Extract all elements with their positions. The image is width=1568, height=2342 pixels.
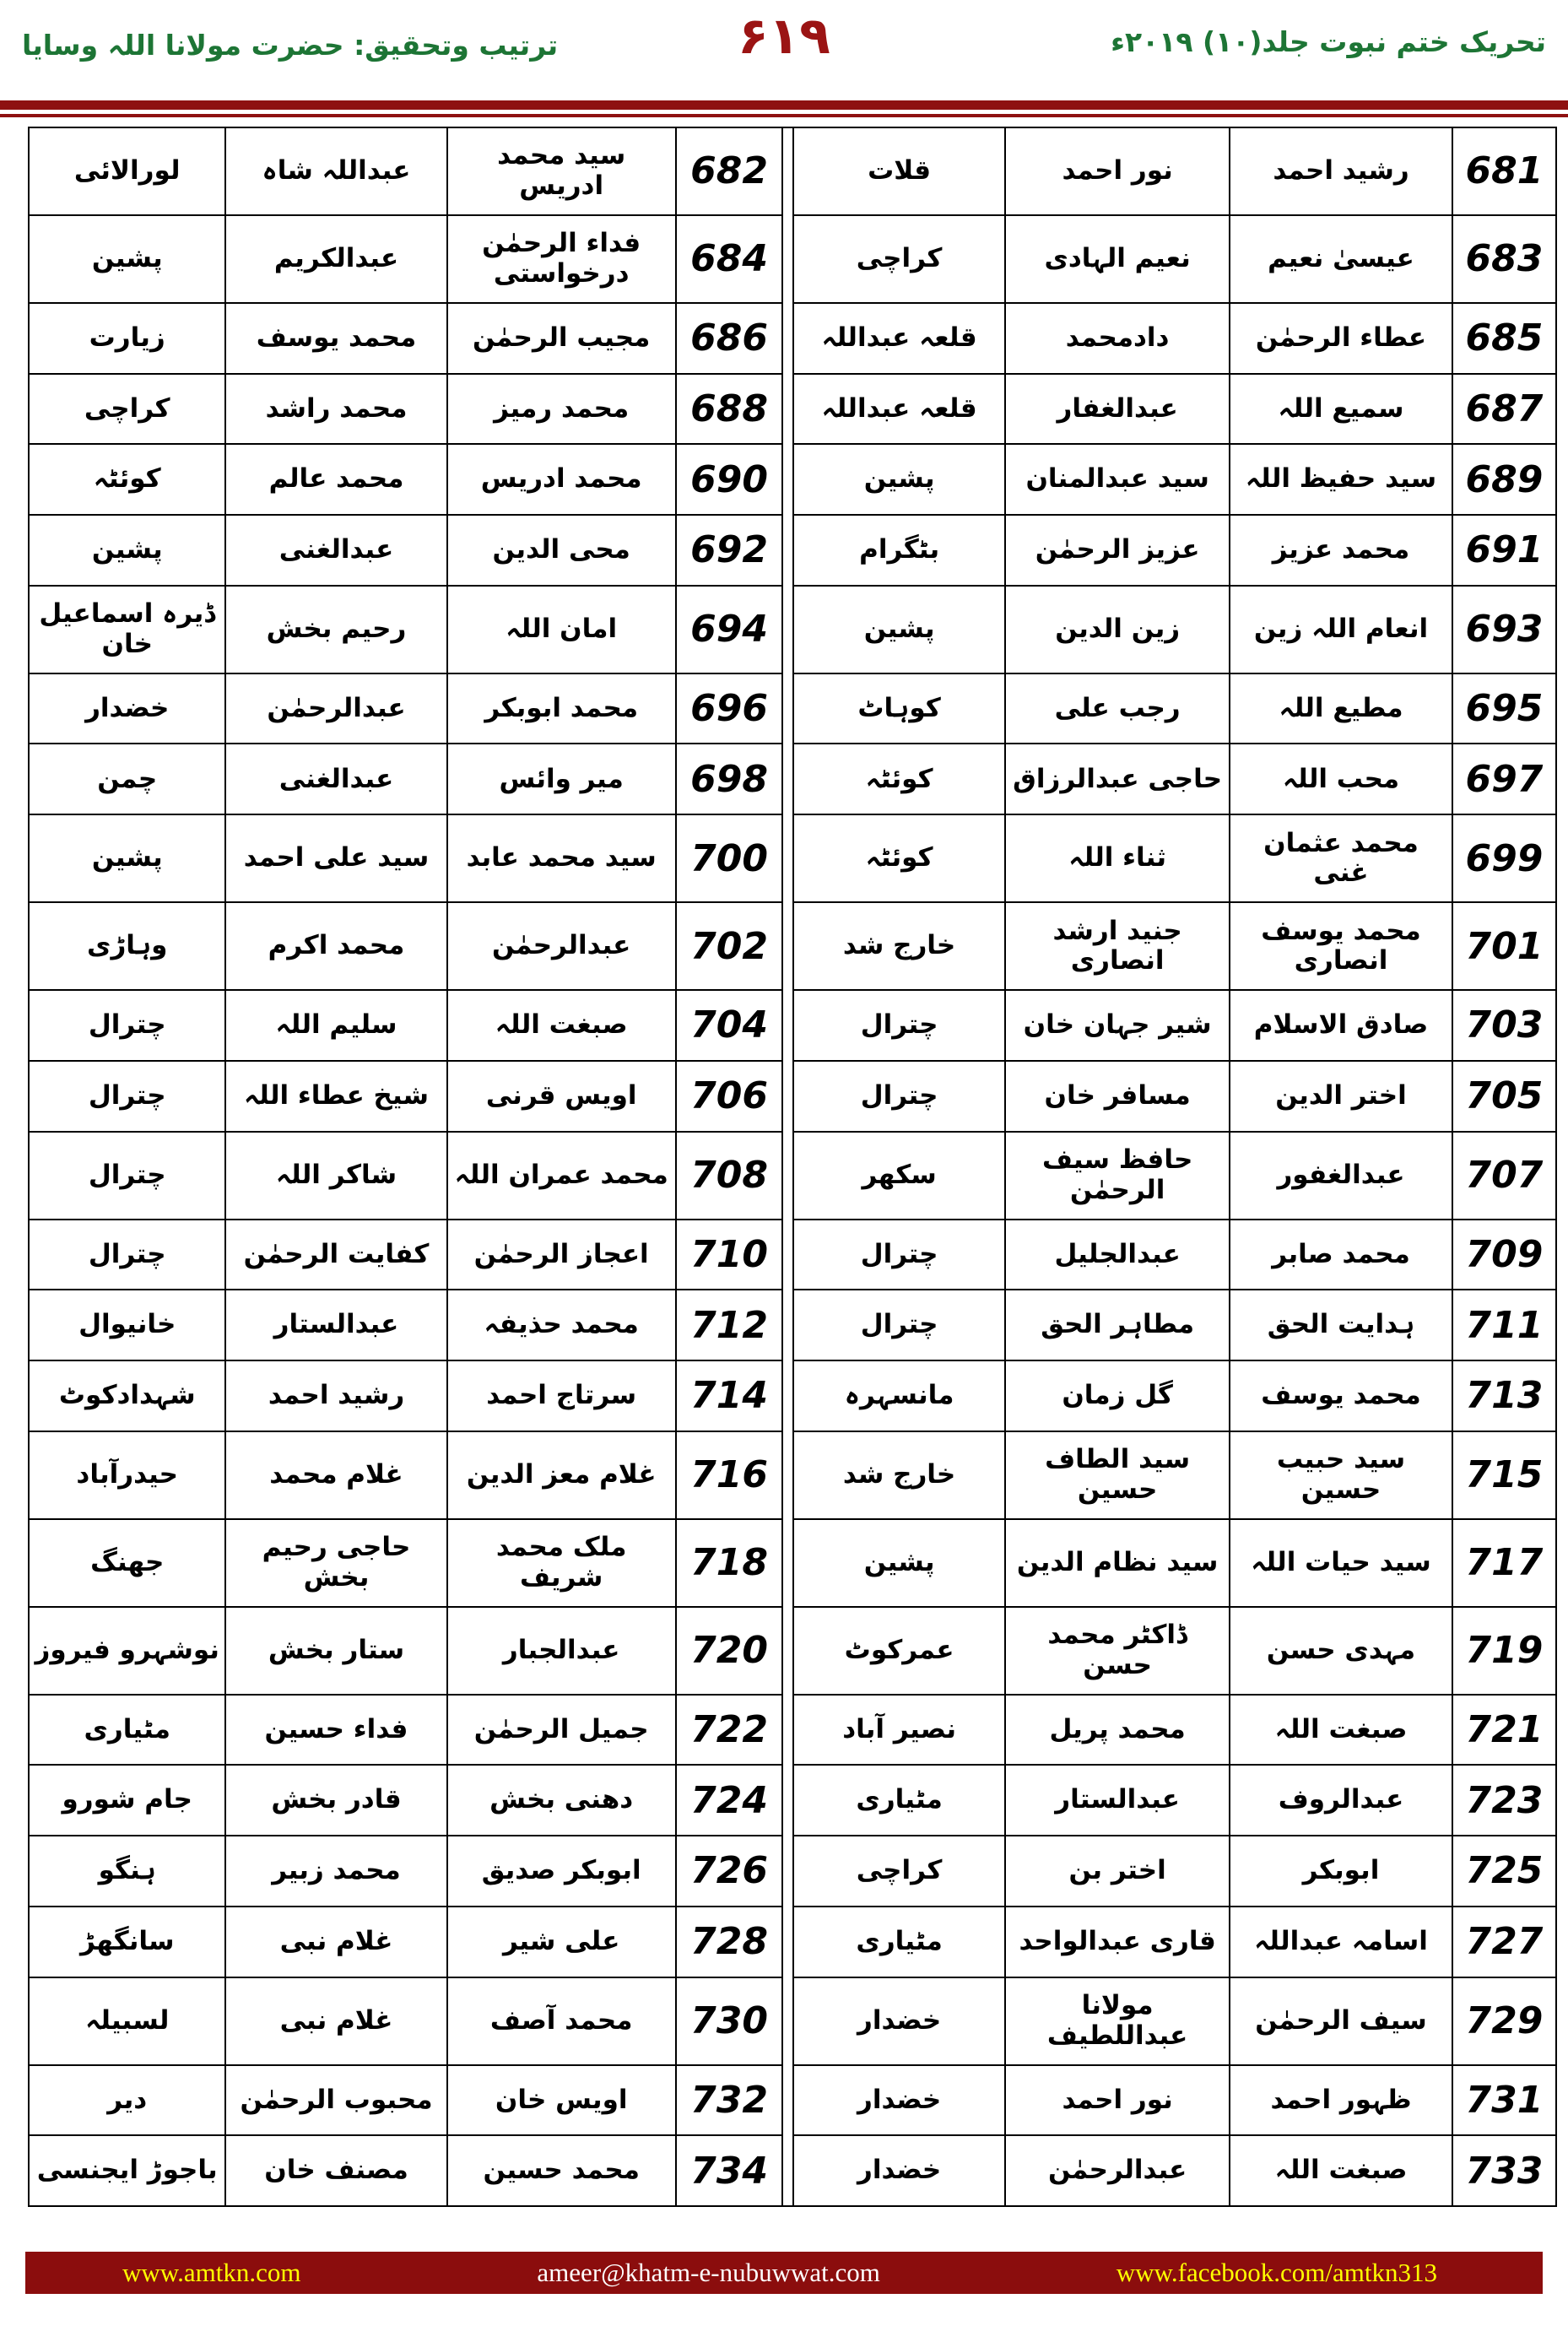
cell-name: محمد ادریس (446, 443, 675, 514)
cell-father-name: گل زمان (1004, 1360, 1229, 1431)
cell-name: صبغت اللہ (1229, 2134, 1452, 2205)
page-number: ۶۱۹ (738, 7, 830, 66)
cell-number: 727 (1452, 1906, 1555, 1977)
cell-father-name: محمد یوسف (224, 302, 446, 373)
cell-father-name: جنید ارشد انصاری (1004, 901, 1229, 989)
cell-name: مجیب الرحمٰن (446, 302, 675, 373)
cell-name: مہدی حسن (1229, 1606, 1452, 1694)
cell-name: ظہور احمد (1229, 2064, 1452, 2135)
cell-father-name: نور احمد (1004, 128, 1229, 214)
cell-father-name: عبدالجلیل (1004, 1219, 1229, 1290)
cell-number: 686 (675, 302, 782, 373)
cell-city: کراچی (30, 373, 224, 444)
cell-father-name: حاجی رحیم بخش (224, 1518, 446, 1606)
cell-number: 723 (1452, 1764, 1555, 1835)
cell-father-name: نور احمد (1004, 2064, 1229, 2135)
cell-number: 684 (675, 214, 782, 302)
cell-father-name: شیر جہان خان (1004, 989, 1229, 1060)
cell-city: نصیر آباد (792, 1694, 1004, 1765)
cell-father-name: محمد راشد (224, 373, 446, 444)
cell-father-name: عبدالرحمٰن (1004, 2134, 1229, 2205)
footer-bar (25, 2252, 1543, 2294)
cell-father-name: محمد پریل (1004, 1694, 1229, 1765)
cell-name: اسامہ عبداللہ (1229, 1906, 1452, 1977)
cell-city: شہدادکوٹ (30, 1360, 224, 1431)
cell-name: ابوبکر (1229, 1835, 1452, 1906)
cell-name: محمد آصف (446, 1977, 675, 2064)
cell-father-name: شاکر اللہ (224, 1131, 446, 1219)
cell-name: جمیل الرحمٰن (446, 1694, 675, 1765)
cell-number: 720 (675, 1606, 782, 1694)
cell-name: محمد یوسف انصاری (1229, 901, 1452, 989)
cell-city: حیدرآباد (30, 1431, 224, 1518)
cell-father-name: سید علی احمد (224, 814, 446, 901)
cell-father-name: رجب علی (1004, 673, 1229, 744)
cell-number: 716 (675, 1431, 782, 1518)
cell-city: خضدار (792, 1977, 1004, 2064)
cell-name: محمد حذیفہ (446, 1289, 675, 1360)
cell-number: 705 (1452, 1060, 1555, 1131)
cell-number: 721 (1452, 1694, 1555, 1765)
cell-father-name: کفایت الرحمٰن (224, 1219, 446, 1290)
cell-city: پشین (30, 814, 224, 901)
cell-name: ملک محمد شریف (446, 1518, 675, 1606)
cell-number: 704 (675, 989, 782, 1060)
cell-number: 715 (1452, 1431, 1555, 1518)
cell-father-name: عبدالغنی (224, 743, 446, 814)
cell-name: سمیع اللہ (1229, 373, 1452, 444)
cell-number: 707 (1452, 1131, 1555, 1219)
cell-father-name: قاری عبدالواحد (1004, 1906, 1229, 1977)
cell-name: سید حفیظ اللہ (1229, 443, 1452, 514)
cell-number: 703 (1452, 989, 1555, 1060)
cell-father-name: مصنف خان (224, 2134, 446, 2205)
cell-name: محمد حسین (446, 2134, 675, 2205)
cell-number: 701 (1452, 901, 1555, 989)
cell-city: زیارت (30, 302, 224, 373)
cell-father-name: عبدالغنی (224, 514, 446, 585)
header-rule-thin (0, 114, 1568, 117)
cell-number: 718 (675, 1518, 782, 1606)
cell-city: چترال (792, 989, 1004, 1060)
cell-number: 711 (1452, 1289, 1555, 1360)
cell-number: 708 (675, 1131, 782, 1219)
cell-city: باجوڑ ایجنسی (30, 2134, 224, 2205)
cell-name: ہدایت الحق (1229, 1289, 1452, 1360)
cell-city: پشین (792, 1518, 1004, 1606)
cell-city: کوئٹہ (792, 743, 1004, 814)
cell-name: سرتاج احمد (446, 1360, 675, 1431)
cell-number: 698 (675, 743, 782, 814)
cell-number: 714 (675, 1360, 782, 1431)
cell-city: چترال (792, 1219, 1004, 1290)
cell-number: 688 (675, 373, 782, 444)
cell-city: مٹیاری (30, 1694, 224, 1765)
cell-name: محمد یوسف (1229, 1360, 1452, 1431)
cell-city: عمرکوٹ (792, 1606, 1004, 1694)
cell-number: 702 (675, 901, 782, 989)
cell-city: خانیوال (30, 1289, 224, 1360)
cell-name: محب اللہ (1229, 743, 1452, 814)
cell-name: ابوبکر صدیق (446, 1835, 675, 1906)
cell-city: خضدار (30, 673, 224, 744)
cell-father-name: مطاہر الحق (1004, 1289, 1229, 1360)
cell-number: 730 (675, 1977, 782, 2064)
cell-father-name: قادر بخش (224, 1764, 446, 1835)
cell-father-name: حافظ سیف الرحمٰن (1004, 1131, 1229, 1219)
cell-father-name: ثناء اللہ (1004, 814, 1229, 901)
cell-city: کراچی (792, 1835, 1004, 1906)
cell-number: 709 (1452, 1219, 1555, 1290)
cell-father-name: سید عبدالمنان (1004, 443, 1229, 514)
cell-father-name: عبدالستار (224, 1289, 446, 1360)
cell-city: جام شورو (30, 1764, 224, 1835)
cell-name: محمد عثمان غنی (1229, 814, 1452, 901)
cell-city: ہنگو (30, 1835, 224, 1906)
cell-name: عبدالجبار (446, 1606, 675, 1694)
cell-name: عیسیٰ نعیم (1229, 214, 1452, 302)
cell-name: صبغت اللہ (1229, 1694, 1452, 1765)
cell-number: 696 (675, 673, 782, 744)
cell-father-name: دادمحمد (1004, 302, 1229, 373)
cell-city: چترال (30, 1131, 224, 1219)
cell-father-name: سید نظام الدین (1004, 1518, 1229, 1606)
cell-father-name: عبداللہ شاہ (224, 128, 446, 214)
footer-facebook: www.facebook.com/amtkn313 (1116, 2258, 1437, 2287)
cell-city: سکھر (792, 1131, 1004, 1219)
cell-name: انعام اللہ زین (1229, 585, 1452, 673)
cell-city: پشین (30, 214, 224, 302)
cell-name: محمد عزیز (1229, 514, 1452, 585)
cell-father-name: عبدالستار (1004, 1764, 1229, 1835)
cell-number: 726 (675, 1835, 782, 1906)
cell-number: 691 (1452, 514, 1555, 585)
cell-father-name: غلام نبی (224, 1906, 446, 1977)
cell-number: 713 (1452, 1360, 1555, 1431)
cell-father-name: حاجی عبدالرزاق (1004, 743, 1229, 814)
cell-father-name: ڈاکٹر محمد حسن (1004, 1606, 1229, 1694)
cell-name: محمد ابوبکر (446, 673, 675, 744)
cell-name: محی الدین (446, 514, 675, 585)
cell-name: محمد عمران اللہ (446, 1131, 675, 1219)
cell-city: چترال (30, 1060, 224, 1131)
cell-city: خضدار (792, 2134, 1004, 2205)
cell-father-name: محمد زبیر (224, 1835, 446, 1906)
cell-father-name: مولانا عبداللطیف (1004, 1977, 1229, 2064)
cell-number: 733 (1452, 2134, 1555, 2205)
cell-city: بٹگرام (792, 514, 1004, 585)
cell-number: 728 (675, 1906, 782, 1977)
cell-number: 719 (1452, 1606, 1555, 1694)
cell-father-name: سلیم اللہ (224, 989, 446, 1060)
cell-number: 685 (1452, 302, 1555, 373)
cell-father-name: شیخ عطاء اللہ (224, 1060, 446, 1131)
cell-city: نوشہرو فیروز (30, 1606, 224, 1694)
cell-number: 729 (1452, 1977, 1555, 2064)
cell-name: فداء الرحمٰن درخواستی (446, 214, 675, 302)
cell-number: 692 (675, 514, 782, 585)
cell-city: قلعہ عبداللہ (792, 302, 1004, 373)
cell-number: 710 (675, 1219, 782, 1290)
footer-website: www.amtkn.com (122, 2258, 301, 2287)
cell-city: کوئٹہ (30, 443, 224, 514)
cell-father-name: نعیم الہادی (1004, 214, 1229, 302)
cell-name: محمد صابر (1229, 1219, 1452, 1290)
cell-city: چمن (30, 743, 224, 814)
editor-credit: ترتیب وتحقیق: حضرت مولانا اللہ وسایا (22, 29, 559, 62)
cell-father-name: سید الطاف حسین (1004, 1431, 1229, 1518)
cell-name: سید حبیب حسین (1229, 1431, 1452, 1518)
cell-city: چترال (792, 1060, 1004, 1131)
cell-city: جھنگ (30, 1518, 224, 1606)
cell-city: خارج شد (792, 901, 1004, 989)
cell-father-name: رشید احمد (224, 1360, 446, 1431)
cell-city: سانگھڑ (30, 1906, 224, 1977)
footer-email: ameer@khatm-e-nubuwwat.com (537, 2258, 880, 2287)
cell-city: خارج شد (792, 1431, 1004, 1518)
cell-city: پشین (30, 514, 224, 585)
cell-city: وہاڑی (30, 901, 224, 989)
cell-number: 734 (675, 2134, 782, 2205)
cell-name: صادق الاسلام (1229, 989, 1452, 1060)
cell-number: 724 (675, 1764, 782, 1835)
cell-number: 725 (1452, 1835, 1555, 1906)
cell-city: ڈیرہ اسماعیل خان (30, 585, 224, 673)
cell-name: رشید احمد (1229, 128, 1452, 214)
cell-city: خضدار (792, 2064, 1004, 2135)
cell-number: 693 (1452, 585, 1555, 673)
cell-city: دیر (30, 2064, 224, 2135)
cell-number: 700 (675, 814, 782, 901)
cell-city: چترال (30, 1219, 224, 1290)
cell-number: 681 (1452, 128, 1555, 214)
cell-name: مطیع اللہ (1229, 673, 1452, 744)
cell-father-name: عزیز الرحمٰن (1004, 514, 1229, 585)
cell-number: 697 (1452, 743, 1555, 814)
cell-name: محمد رمیز (446, 373, 675, 444)
cell-city: قلعہ عبداللہ (792, 373, 1004, 444)
cell-number: 699 (1452, 814, 1555, 901)
cell-number: 695 (1452, 673, 1555, 744)
cell-father-name: مسافر خان (1004, 1060, 1229, 1131)
cell-city: چترال (30, 989, 224, 1060)
cell-number: 717 (1452, 1518, 1555, 1606)
cell-father-name: محبوب الرحمٰن (224, 2064, 446, 2135)
cell-name: اویس قرنی (446, 1060, 675, 1131)
cell-name: سید حیات اللہ (1229, 1518, 1452, 1606)
cell-number: 712 (675, 1289, 782, 1360)
cell-name: سید محمد عابد (446, 814, 675, 901)
cell-name: عبدالروف (1229, 1764, 1452, 1835)
cell-city: مٹیاری (792, 1906, 1004, 1977)
cell-father-name: عبدالرحمٰن (224, 673, 446, 744)
cell-city: لورالائی (73, 155, 181, 187)
cell-number: 706 (675, 1060, 782, 1131)
cell-name: غلام معز الدین (446, 1431, 675, 1518)
cell-father-name: غلام محمد (224, 1431, 446, 1518)
cell-city: لسبیلہ (30, 1977, 224, 2064)
cell-name: میر وائس (446, 743, 675, 814)
cell-city: پشین (792, 585, 1004, 673)
cell-name: عبدالرحمٰن (446, 901, 675, 989)
cell-name: امان اللہ (446, 585, 675, 673)
cell-father-name: فداء حسین (224, 1694, 446, 1765)
cell-name: علی شیر (446, 1906, 675, 1977)
cell-city: کراچی (792, 214, 1004, 302)
cell-name: اویس خان (446, 2064, 675, 2135)
cell-name: عطاء الرحمٰن (1229, 302, 1452, 373)
cell-father-name: زین الدین (1004, 585, 1229, 673)
cell-name: اختر الدین (1229, 1060, 1452, 1131)
members-table (28, 127, 1557, 2207)
cell-city: چترال (792, 1289, 1004, 1360)
cell-number: 731 (1452, 2064, 1555, 2135)
header-rule-thick (0, 100, 1568, 110)
cell-city: مٹیاری (792, 1764, 1004, 1835)
cell-father-name: عبدالکریم (224, 214, 446, 302)
cell-name: سیف الرحمٰن (1229, 1977, 1452, 2064)
cell-name: سید محمد ادریس (446, 128, 675, 214)
cell-father-name: محمد عالم (224, 443, 446, 514)
cell-father-name: غلام نبی (224, 1977, 446, 2064)
cell-city: پشین (792, 443, 1004, 514)
cell-city: قلات (792, 128, 1004, 214)
cell-city: مانسہرہ (792, 1360, 1004, 1431)
cell-father-name: رحیم بخش (224, 585, 446, 673)
cell-number: 694 (675, 585, 782, 673)
cell-number: 732 (675, 2064, 782, 2135)
cell-number: 683 (1452, 214, 1555, 302)
cell-number: 687 (1452, 373, 1555, 444)
cell-father-name: محمد اکرم (224, 901, 446, 989)
cell-number: 690 (675, 443, 782, 514)
cell-name: عبدالغفور (1229, 1131, 1452, 1219)
cell-number: 689 (1452, 443, 1555, 514)
cell-father-name: ستار بخش (224, 1606, 446, 1694)
cell-name: صبغت اللہ (446, 989, 675, 1060)
book-title: تحریک ختم نبوت جلد(۱۰) ۲۰۱۹ء (1111, 25, 1546, 58)
cell-number: 722 (675, 1694, 782, 1765)
cell-father-name: عبدالغفار (1004, 373, 1229, 444)
cell-name: اعجاز الرحمٰن (446, 1219, 675, 1290)
cell-father-name: اختر بن (1004, 1835, 1229, 1906)
cell-city: کوہاٹ (792, 673, 1004, 744)
cell-number: 682 (675, 128, 782, 214)
cell-name: دھنی بخش (446, 1764, 675, 1835)
cell-city: کوئٹہ (792, 814, 1004, 901)
